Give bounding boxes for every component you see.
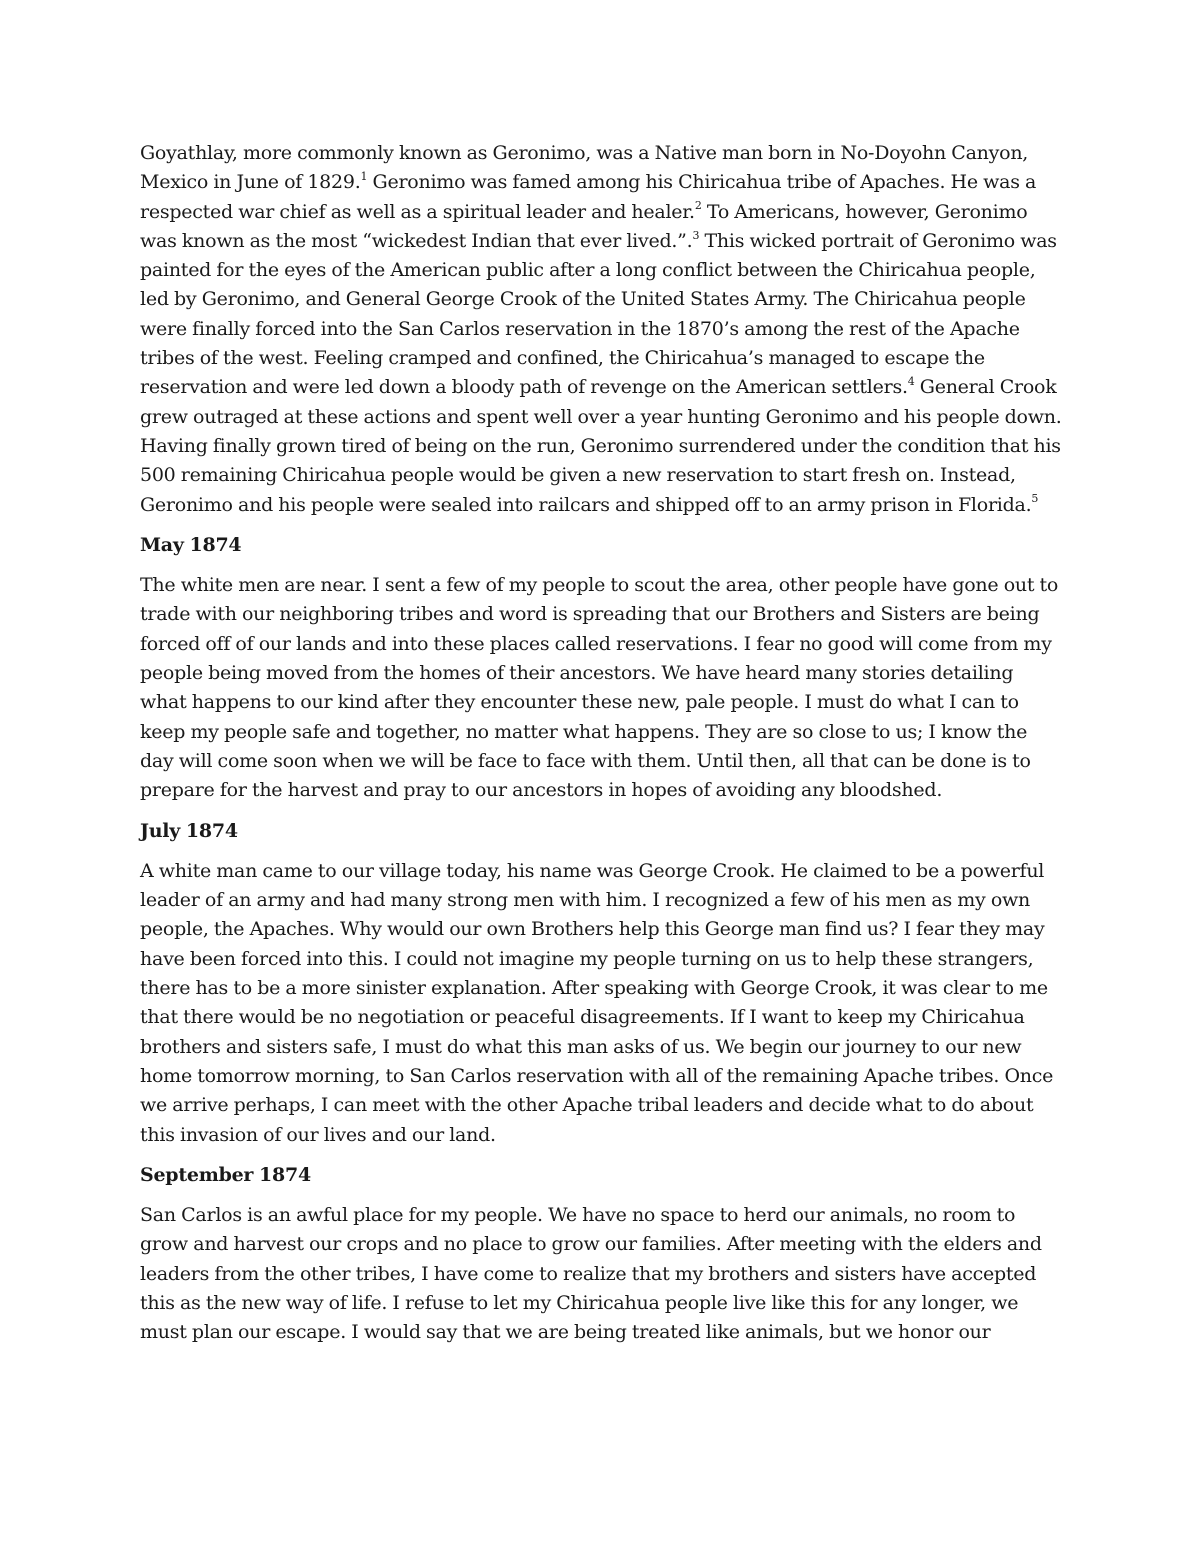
- entry-text-september-1874: San Carlos is an awful place for my people. We have no space to herd our animals, no room to grow and harvest our crops and no place to grow our families. After meeting with the elders and leaders from the other tribes, I have come to realize that my brothers and sisters have accepted this as the new way of life. I refuse to let my Chiricahua people live like this for any longer, we must plan our escape. I would say that we are being treated like animals, but we honor our: [140, 1204, 1042, 1344]
- document-page: [140, 139, 1064, 1348]
- intro-sentence: To Americans, however, Geronimo was known as the most “wickedest Indian that ever lived.”.: [140, 200, 1028, 252]
- entry-heading-may-1874: May 1874: [140, 533, 242, 556]
- footnote-marker[interactable]: 3: [692, 228, 700, 242]
- entry-text-july-1874: A white man came to our village today, his name was George Crook. He claimed to be a powerful leader of an army and had many strong men with him. I recognized a few of his men as my own people, the Apaches. Why would our own Brothers help this George man find us? I fear they may have been forced into this. I could not imagine my people turning on us to help these strangers, there has to be a more sinister explanation. After speaking with George Crook, it was clear to me that there would be no negotiation or peaceful disagreements. If I want to keep my Chiricahua brothers and sisters safe, I must do what this man asks of us. We begin our journey to our new home tomorrow morning, to San Carlos reservation with all of the remaining Apache tribes. Once we arrive perhaps, I can meet with the other Apache tribal leaders and decide what to do about this invasion of our lives and our land.: [140, 859, 1054, 1146]
- intro-sentence: This wicked portrait of Geronimo was painted for the eyes of the American public after a long conflict between the Chiricahua people, led by Geronimo, and General George Crook of the United States Army. The Chiricahua people were finally forced into the San Carlos reservation in the 1870’s among the rest of the Apache tribes of the west. Feeling cramped and confined, the Chiricahua’s managed to escape the reservation and were led down a bloody path of revenge on the American settlers.: [140, 229, 1057, 399]
- footnote-marker[interactable]: 2: [694, 199, 702, 213]
- entry-heading-september-1874: September 1874: [140, 1163, 311, 1186]
- footnote-marker[interactable]: 5: [1031, 492, 1039, 506]
- entry-text-may-1874: The white men are near. I sent a few of my people to scout the area, other people have gone out to trade with our neighboring tribes and word is spreading that our Brothers and Sisters are being forced off of our lands and into these places called reservations. I fear no good will come from my people being moved from the homes of their ancestors. We have heard many stories detailing what happens to our kind after they encounter these new, pale people. I must do what I can to keep my people safe and together, no matter what happens. They are so close to us; I know the day will come soon when we will be face to face with them. Until then, all that can be done is to prepare for the harvest and pray to our ancestors in hopes of avoiding any bloodshed.: [140, 574, 1059, 802]
- entry-heading-july-1874: July 1874: [140, 819, 238, 842]
- footnote-marker[interactable]: 4: [907, 375, 915, 389]
- intro-sentence: Geronimo was famed among his Chiricahua tribe of Apaches. He was a respected war chief as well as a spiritual leader and healer.: [140, 171, 1037, 223]
- footnote-marker[interactable]: 1: [360, 169, 368, 183]
- intro-sentence: General Crook grew outraged at these actions and spent well over a year hunting Geronimo and his people down. Having finally grown tired of being on the run, Geronimo surrendered under the condition that his 500 remaining Chiricahua people would be given a new reservation to start fresh on. Instead, Geronimo and his people were sealed into railcars and shipped off to an army prison in Florida.: [140, 376, 1062, 516]
- intro-paragraph: [140, 139, 1064, 520]
- intro-sentence: Goyathlay, more commonly known as Geronimo, was a Native man born in No-Doyohn Canyon, Mexico in June of 1829.: [140, 142, 1029, 194]
